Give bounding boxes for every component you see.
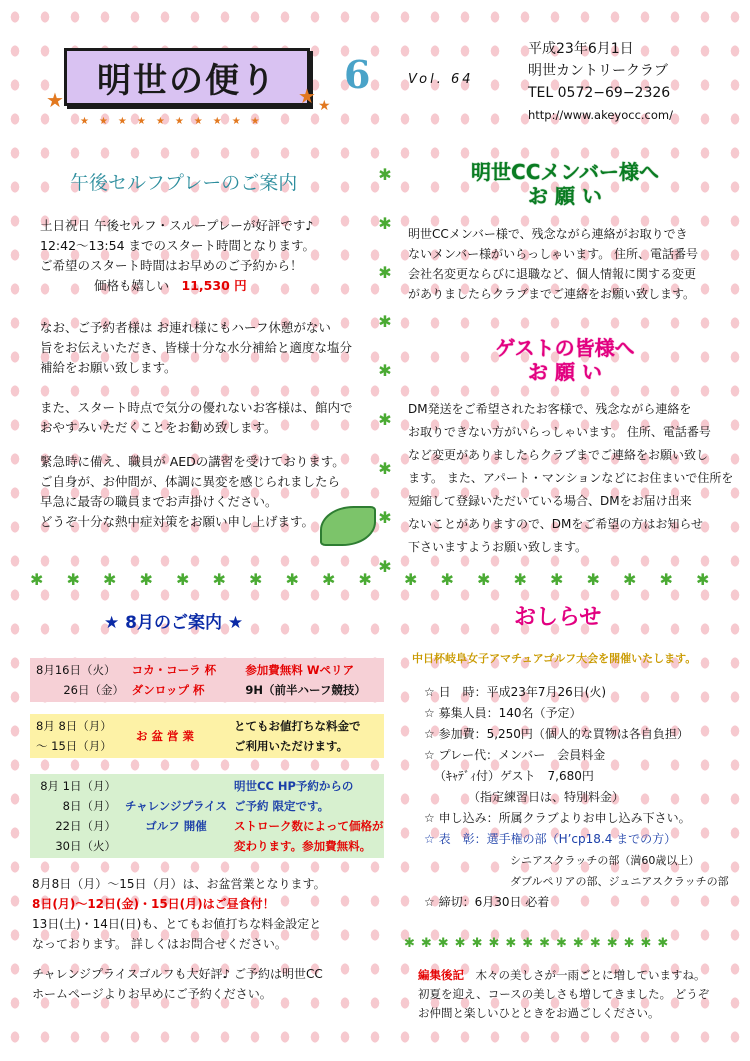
text-line: お仲間と楽しいひとときをお過ごしください。 [418,1006,660,1020]
august-box-3 [30,774,384,858]
event-date: 22日（月） [55,819,116,833]
text-line: ホームページよりお早めにご予約ください。 [32,987,272,1001]
detail-line: ☆ 参加費：5,250円（個人的な買物は各自負担） [424,727,689,741]
event-detail: ご利用いただけます。 [234,739,349,753]
heading-line: お 願 い [528,184,602,208]
event-name: ゴルフ 開催 [145,819,207,833]
event-detail: 9H（前半ハーフ競技） [245,683,366,697]
text-line: ないメンバー様がいらっしゃいます。 住所、電話番号 [408,247,699,261]
text-line: がありましたらクラブまでご連絡をお願い致します。 [408,287,696,301]
event-name: ダンロップ 杯 [131,683,205,697]
star-icon: ★ [46,88,64,112]
horizontal-divider: ✱✱✱✱✱✱✱✱✱✱✱✱✱✱✱✱ [404,936,675,951]
august-box-1 [30,658,384,702]
detail-line: （ｷｬﾃﾞｨ付）ゲスト 7,680円 [434,769,594,783]
text-line: 12:42〜13:54 までのスタート時間となります。 [40,238,316,253]
event-detail: 明世CC HP予約からの [234,779,354,793]
price-value: 11,530 円 [181,278,247,293]
text-line: DM発送をご希望されたお客様で、残念ながら連絡を [408,402,692,416]
detail-line: ☆ 申し込み：所属クラブよりお申し込み下さい。 [424,811,691,825]
event-date: 8月 8日（月） [36,719,112,733]
detail-line: ☆ プレー代：メンバー 会員料金 [424,748,606,762]
text-line: 8日(月)〜12日(金)・15日(月)はご昼食付！ [32,897,275,911]
horizontal-divider: ✱ ✱ ✱ ✱ ✱ ✱ ✱ ✱ ✱ ✱ [30,570,381,589]
text-line: なお、ご予約者様は お連れ様にもハーフ休憩がない [40,320,331,335]
selfplay-para-3 [40,398,370,438]
editor-postscript [418,966,738,1023]
text-line: なっております。 詳しくはお問合せください。 [32,937,287,951]
text-line: 補給をお願い致します。 [40,360,177,375]
text-line: 木々の美しさが一雨ごとに増していますね。 [475,968,706,982]
star-icon: ★ [298,84,316,108]
text-line: 初夏を迎え、コースの美しさも増してきました。 どうぞ [418,987,710,1001]
event-title: 中日杯岐阜女子アマチュアゴルフ大会を開催いたします。 [412,652,697,665]
heading-line: お 願 い [528,360,602,384]
text-line: 会社名変更ならびに退職など、個人情報に関する変更 [408,267,697,281]
star-decoration: ★★★★★★★★★★ [80,116,270,127]
volume-number: Vol. 64 [408,72,474,87]
event-name: チャレンジプライス [124,799,228,813]
event-detail: とてもお値打ちな料金で [234,719,361,733]
event-detail: ご予約 限定です。 [234,799,330,813]
text-line: 緊急時に備え、職員が AEDの講習を受けております。 [40,454,345,469]
text-line: 13日(土)・14日(日)も、とてもお値打ちな料金設定と [32,917,322,931]
text-line: チャレンジプライスゴルフも大好評♪ ご予約は明世CC [32,967,323,981]
price-label: 価格も嬉しい [94,278,170,293]
detail-line: ダブルペリアの部、ジュニアスクラッチの部 [510,875,729,888]
event-date: 8日（月） [62,799,116,813]
section-heading-selfplay: 午後セルフプレーのご案内 [70,172,298,194]
text-line: 土日祝日 午後セルフ・スループレーが好評です♪ [40,218,314,233]
text-line: また、スタート時点で気分の優れないお客様は、館内で [40,400,353,415]
text-line: 8月8日（月）〜15日（月）は、お盆営業となります。 [32,877,326,891]
event-date: 8月 1日（月） [40,779,116,793]
event-date: 30日（火） [55,839,116,853]
text-line: 早急に最寄の職員までお声掛けください。 [40,494,278,509]
text-line: など変更がありましたらクラブまでご連絡をお願い致し [408,448,709,462]
text-line: 明世CCメンバー様で、残念ながら連絡がお取りでき [408,227,688,241]
august-box-2 [30,714,384,758]
text-line: 下さいますようお願い致します。 [408,540,588,554]
event-detail: ストローク数によって価格が [234,819,384,833]
text-line: 旨をお伝えいただき、皆様十分な水分補給と適度な塩分 [40,340,353,355]
text-line: ご自身が、お仲間が、体調に異変を感じられましたら [40,474,341,489]
vertical-divider: ✱ ✱ ✱ ✱ ✱ ✱ ✱ ✱ ✱ [378,165,392,576]
text-line: ご希望のスタート時間はお早めのご予約から！ [40,258,303,273]
member-notice-heading [420,160,710,208]
event-name: コカ・コーラ 杯 [131,663,217,677]
selfplay-intro [40,216,370,296]
august-heading: ★ 8月のご案内 ★ [104,613,244,633]
club-name: 明世カントリークラブ [528,63,668,79]
selfplay-para-4 [40,452,370,532]
text-line: おやすみいただくことをお勧め致します。 [40,420,277,435]
postscript-label: 編集後記 [418,968,464,982]
issue-logo: 6 [344,52,371,97]
heading-line: 明世CCメンバー様へ [471,160,659,184]
club-tel: TEL 0572−69−2326 [528,85,671,101]
detail-line: ☆ 表 彰：選手権の部（H’cp18.4 までの方） [424,832,677,846]
text-line: お取りできない方がいらっしゃいます。 住所、電話番号 [408,425,711,439]
event-date: 8月16日（火） [36,663,116,677]
club-url[interactable]: http://www.akeyocc.com/ [528,108,673,122]
guest-notice-heading [440,336,690,384]
detail-line: （指定練習日は、特別料金） [468,790,625,804]
detail-line: ☆ 締切：6月30日 必着 [424,895,550,909]
event-name: お 盆 営 業 [136,729,195,743]
text-line: どうぞ十分な熱中症対策をお願い申し上げます。 [40,514,315,529]
member-notice-text [408,224,738,304]
august-notes [32,874,382,1004]
guest-notice-text [408,398,738,559]
horizontal-divider: ✱ ✱ ✱ ✱ ✱ ✱ ✱ ✱ ✱ [404,570,719,589]
issue-date: 平成23年6月1日 [528,41,634,57]
selfplay-para-2 [40,318,370,378]
header-info [528,38,673,126]
detail-line: シニアスクラッチの部（満60歳以上） [510,854,700,867]
event-detail: 参加費無料 Wペリア [245,663,354,677]
star-icon: ★ [318,98,331,114]
detail-line: ☆ 日 時：平成23年7月26日(火) [424,685,607,699]
event-detail: 変わります。参加費無料。 [234,839,372,853]
text-line: 短縮して登録いただいている場合、DMをお届け出来 [408,494,692,508]
notice-heading: おしらせ [514,605,602,630]
newsletter-title: 明世の便り [64,48,310,106]
event-date: 〜 15日（月） [36,739,112,753]
event-date: 26日（金） [63,683,124,697]
text-line: ます。 また、アパート・マンションなどにお住まいで住所を [408,471,734,485]
detail-line: ☆ 募集人員：140名（予定） [424,706,582,720]
heading-line: ゲストの皆様へ [495,336,635,360]
event-details [424,682,734,913]
text-line: ないことがありますので、DMをご希望の方はお知らせ [408,517,703,531]
